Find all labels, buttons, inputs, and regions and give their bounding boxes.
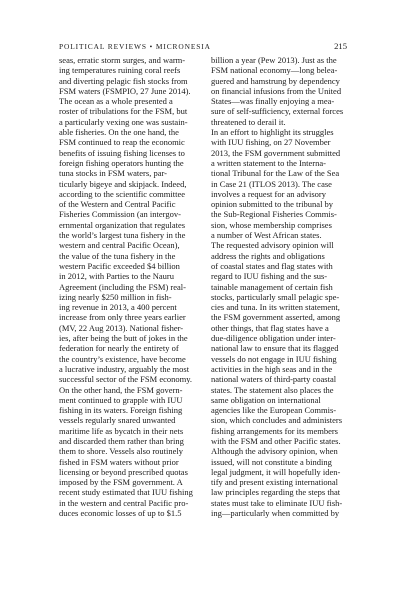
text-line: The requested advisory opinion will xyxy=(211,240,334,251)
text-line: roster of tribulations for the FSM, but xyxy=(59,106,188,117)
text-line: imposed by the FSM government. A xyxy=(59,477,183,488)
text-line: threatened to derail it. xyxy=(211,116,286,127)
text-line: sion, whose membership comprises xyxy=(211,219,332,230)
text-line: FSM national economy—long belea- xyxy=(211,65,338,76)
text-line: licensing or beyond prescribed quotas xyxy=(59,466,188,477)
text-line: ing—particularly when committed by xyxy=(211,508,340,519)
text-line: issued, will not constitute a binding xyxy=(211,456,332,467)
text-line: according to the scientific committee xyxy=(59,188,186,199)
text-line: ing temperatures ruining coral reefs xyxy=(59,65,181,76)
text-line: of coastal states and flag states with xyxy=(211,260,333,271)
text-line: states. The statement also places the xyxy=(211,384,334,395)
text-line: western Pacific exceeded $4 billion xyxy=(59,260,180,271)
text-line: able fisheries. On the one hand, the xyxy=(59,127,179,138)
text-line: activities in the high seas and in the xyxy=(211,363,333,374)
text-line: increase from only three years earlier xyxy=(59,312,186,323)
text-line: the country’s existence, have become xyxy=(59,353,186,364)
text-line: the Sub-Regional Fisheries Commis- xyxy=(211,209,337,220)
text-line: sure of self-sufficiency, external forces xyxy=(211,106,344,117)
text-line: them to shore. Vessels also routinely xyxy=(59,446,184,457)
text-line: other things, that flag states have a xyxy=(211,322,329,333)
text-line: 2013, the FSM government submitted xyxy=(211,147,341,158)
text-line: FSM waters (FSMPIO, 27 June 2014). xyxy=(59,85,191,96)
text-line: ment continued to grapple with IUU xyxy=(59,394,183,405)
text-line: with IUU fishing, on 27 November xyxy=(211,137,331,148)
text-line: successful sector of the FSM economy. xyxy=(59,374,193,385)
text-line: vessels regularly snared unwanted xyxy=(59,415,176,426)
text-line: The ocean as a whole presented a xyxy=(59,96,173,107)
text-line: in Case 21 (ITLOS 2013). The case xyxy=(211,178,332,189)
running-head: POLITICAL REVIEWS • MICRONESIA xyxy=(59,42,211,51)
text-line: states must take to eliminate IUU fish- xyxy=(211,497,343,508)
text-line: the world’s largest tuna fishery in the xyxy=(59,230,186,241)
text-line: and diverting pelagic fish stocks from xyxy=(59,75,188,86)
text-line: ticularly bigeye and skipjack. Indeed, xyxy=(59,178,187,189)
text-line: duces economic losses of up to $1.5 xyxy=(59,508,182,519)
text-line: In an effort to highlight its struggles xyxy=(211,127,334,138)
text-line: FSM continued to reap the economic xyxy=(59,137,185,148)
text-line: address the rights and obligations xyxy=(211,250,325,261)
text-line: Agreement (including the FSM) real- xyxy=(59,281,186,292)
text-line: fishing in its waters. Foreign fishing xyxy=(59,405,183,416)
text-line: ernmental organization that regulates xyxy=(59,219,186,230)
text-line: Although the advisory opinion, when xyxy=(211,446,338,457)
text-line: foreign fishing operators hunting the xyxy=(59,157,184,168)
text-line: opinion submitted to the tribunal by xyxy=(211,199,334,210)
text-line: States—was finally enjoying a mea- xyxy=(211,96,335,107)
text-line: tainable management of certain fish xyxy=(211,281,333,292)
text-line: and discarded them rather than bring xyxy=(59,435,184,446)
text-line: ies, after being the butt of jokes in the xyxy=(59,333,188,344)
right-column xyxy=(211,55,359,518)
text-line: agencies like the European Commis- xyxy=(211,405,337,416)
text-line: of the Western and Central Pacific xyxy=(59,199,176,210)
text-line: fished in FSM waters without prior xyxy=(59,456,179,467)
text-line: tuna stocks in FSM waters, par- xyxy=(59,168,167,179)
text-line: On the other hand, the FSM govern- xyxy=(59,384,183,395)
text-line: benefits of issuing fishing licenses to xyxy=(59,147,185,158)
text-line: stocks, particularly small pelagic spe- xyxy=(211,291,340,302)
text-line: tional Tribunal for the Law of the Sea xyxy=(211,168,340,179)
text-line: a written statement to the Interna- xyxy=(211,157,326,168)
text-line: izing nearly $250 million in fish- xyxy=(59,291,172,302)
text-line: involves a request for an advisory xyxy=(211,188,326,199)
text-line: national waters of third-party coastal xyxy=(211,374,337,385)
text-line: the value of the tuna fishery in the xyxy=(59,250,176,261)
text-line: tify and present existing international xyxy=(211,477,338,488)
text-line: a particularly vexing one was sustain- xyxy=(59,116,188,127)
text-line: regard to IUU fishing and the sus- xyxy=(211,271,328,282)
text-line: a lucrative industry, arguably the most xyxy=(59,363,190,374)
text-line: Fisheries Commission (an intergov- xyxy=(59,209,181,220)
page-number: 215 xyxy=(334,41,347,51)
text-line: same obligation on international xyxy=(211,394,321,405)
text-line: with the FSM and other Pacific states. xyxy=(211,435,341,446)
text-line: law principles regarding the steps that xyxy=(211,487,341,498)
text-line: federation for nearly the entirety of xyxy=(59,343,179,354)
text-line: national law to ensure that its flagged xyxy=(211,343,339,354)
text-line: cies and tuna. In its written statement, xyxy=(211,302,340,313)
left-column xyxy=(59,55,207,518)
text-line: billion a year (Pew 2013). Just as the xyxy=(211,55,337,65)
text-line: sion, which concludes and administers xyxy=(211,415,343,426)
text-line: a number of West African states. xyxy=(211,230,322,241)
text-line: maritime life as bycatch in their nets xyxy=(59,425,184,436)
text-line: due-diligence obligation under inter- xyxy=(211,333,336,344)
text-line: fishing arrangements for its members xyxy=(211,425,338,436)
text-line: vessels do not engage in IUU fishing xyxy=(211,353,337,364)
text-line: seas, erratic storm surges, and warm- xyxy=(59,55,186,65)
text-line: guered and hamstrung by dependency xyxy=(211,75,340,86)
text-line: recent study estimated that IUU fishing xyxy=(59,487,193,498)
text-line: in 2012, with Parties to the Nauru xyxy=(59,271,174,282)
text-line: (MV, 22 Aug 2013). National fisher- xyxy=(59,322,184,333)
text-line: on financial infusions from the United xyxy=(211,85,342,96)
text-line: in the western and central Pacific pro- xyxy=(59,497,189,508)
text-line: ing revenue in 2013, a 400 percent xyxy=(59,302,177,313)
text-line: the FSM government asserted, among xyxy=(211,312,341,323)
text-line: western and central Pacific Ocean), xyxy=(59,240,180,251)
text-line: legal judgment, it will hopefully iden- xyxy=(211,466,341,477)
